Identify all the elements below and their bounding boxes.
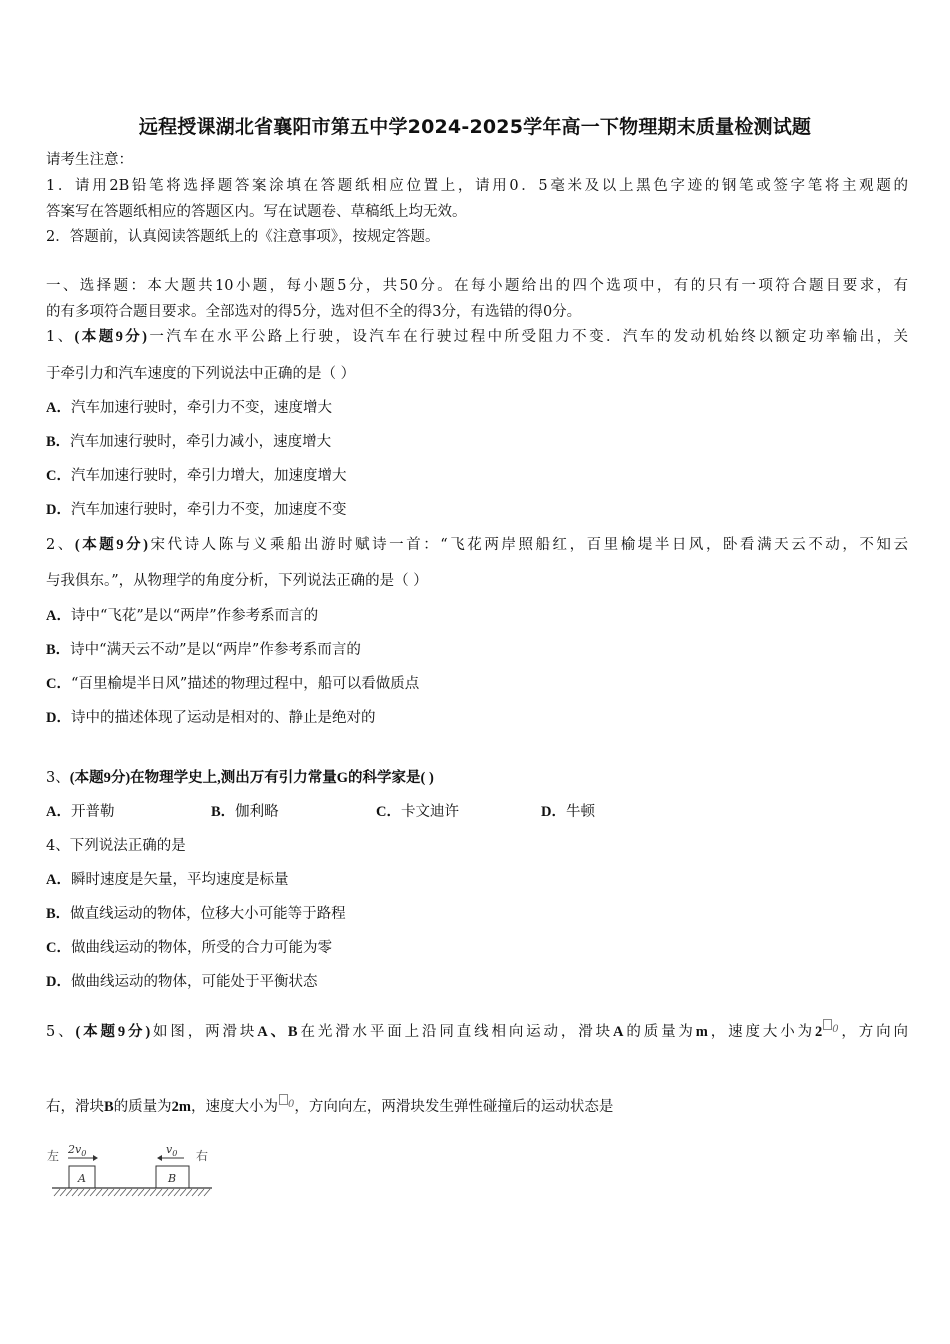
question-2-option-d: D．诗中的描述体现了运动是相对的、静止是绝对的 <box>46 710 376 726</box>
missing-glyph-icon <box>279 1094 288 1105</box>
section-intro-cont: 的有多项符合题目要求。全部选对的得5分，选对但不全的得3分，有选错的得0分。 <box>46 304 582 320</box>
velocity-a-label: $2v_0$ <box>68 1143 87 1158</box>
question-2-stem-cont: 与我俱东。”，从物理学的角度分析，下列说法正确的是（ ） <box>46 573 428 589</box>
question-number: 3、 <box>46 770 70 786</box>
question-3-option-c: C．卡文迪许 <box>376 804 459 820</box>
question-3-stem <box>46 768 908 788</box>
question-1-stem-cont: 于牵引力和汽车速度的下列说法中正确的是（ ） <box>46 366 356 382</box>
question-4-option-b: B．做直线运动的物体，位移大小可能等于路程 <box>46 906 346 922</box>
velocity-subscript: 0 <box>288 1099 295 1110</box>
question-4-stem: 4、下列说法正确的是 <box>46 838 186 854</box>
left-label: 左 <box>47 1149 60 1163</box>
question-4-option-c: C．做曲线运动的物体，所受的合力可能为零 <box>46 940 332 956</box>
question-1-option-b: B．汽车加速行驶时，牵引力减小，速度增大 <box>46 434 332 450</box>
question-score: (本题9分) <box>74 537 148 553</box>
question-1-option-a: A．汽车加速行驶时，牵引力不变，速度增大 <box>46 400 332 416</box>
question-3-option-a: A．开普勒 <box>46 804 115 820</box>
question-4-option-a: A．瞬时速度是矢量，平均速度是标量 <box>46 872 289 888</box>
velocity-subscript: 0 <box>832 1024 839 1035</box>
question-number: 2、 <box>46 537 75 553</box>
question-score: (本题9分) <box>74 329 148 345</box>
page-title: 远程授课湖北省襄阳市第五中学2024-2025学年高一下物理期末质量检测试题 <box>138 116 812 138</box>
question-text: 一汽车在水平公路上行驶，设汽车在行驶过程中所受阻力不变．汽车的发动机始终以额定功率输出，关 <box>147 329 908 345</box>
right-label: 右 <box>196 1149 209 1163</box>
velocity-b-label: $v_0$ <box>166 1143 178 1158</box>
section-intro: 一、选择题：本大题共10小题，每小题5分，共50分。在每小题给出的四个选项中，有的只有一项符合题目要求，有 <box>46 278 908 294</box>
question-1-option-d: D．汽车加速行驶时，牵引力不变，加速度不变 <box>46 502 347 518</box>
question-5-stem-cont: 右，滑块B的质量为2m，速度大小为 $^0$，方向向左，两滑块发生弹性碰撞后的运动状态是 <box>46 1094 908 1117</box>
notice-item-1: 1．请用2B铅笔将选择题答案涂填在答题纸相应位置上，请用0．5毫米及以上黑色字迹的钢笔或签字笔将主观题的 <box>46 178 908 194</box>
notice-item-1-cont: 答案写在答题纸相应的答题区内。写在试题卷、草稿纸上均无效。 <box>46 204 467 220</box>
question-2-stem <box>46 535 908 555</box>
question-1-stem <box>46 327 908 347</box>
question-number: 1、 <box>46 329 75 345</box>
ground-hatching <box>54 1189 210 1196</box>
block-b-label: B <box>167 1172 177 1185</box>
question-2-option-a: A．诗中“飞花”是以“两岸”作参考系而言的 <box>46 608 319 624</box>
arrow-left-head <box>157 1155 162 1161</box>
question-5-stem: 5、(本题9分)如图，两滑块A、B在光滑水平面上沿同直线相向运动，滑块A的质量为m，速度大小为2 $^0$，方向向 <box>46 1019 908 1042</box>
arrow-right-head <box>93 1155 98 1161</box>
collision-figure <box>46 1138 216 1202</box>
question-2-option-b: B．诗中“满天云不动”是以“两岸”作参考系而言的 <box>46 642 361 658</box>
question-2-option-c: C．“百里榆堤半日风”描述的物理过程中，船可以看做质点 <box>46 676 420 692</box>
question-text: 在物理学史上,测出万有引力常量G的科学家是( ) <box>130 770 434 786</box>
question-number: 5、 <box>46 1024 76 1040</box>
block-a-label: A <box>78 1172 86 1185</box>
question-score: (本题9分) <box>69 770 131 786</box>
notice-item-2: 2．答题前，认真阅读答题纸上的《注意事项》，按规定答题。 <box>46 229 440 245</box>
question-4-option-d: D．做曲线运动的物体，可能处于平衡状态 <box>46 974 318 990</box>
notice-heading: 请考生注意： <box>46 152 133 168</box>
question-3-option-d: D．牛顿 <box>541 804 595 820</box>
question-1-option-c: C．汽车加速行驶时，牵引力增大，加速度增大 <box>46 468 347 484</box>
question-3-option-b: B．伽利略 <box>211 804 279 820</box>
question-text: 宋代诗人陈与义乘船出游时赋诗一首：“飞花两岸照船红，百里榆堤半日风，卧看满天云不动，不知云 <box>147 537 908 553</box>
missing-glyph-icon <box>823 1019 832 1030</box>
question-score: (本题9分) <box>75 1024 151 1040</box>
